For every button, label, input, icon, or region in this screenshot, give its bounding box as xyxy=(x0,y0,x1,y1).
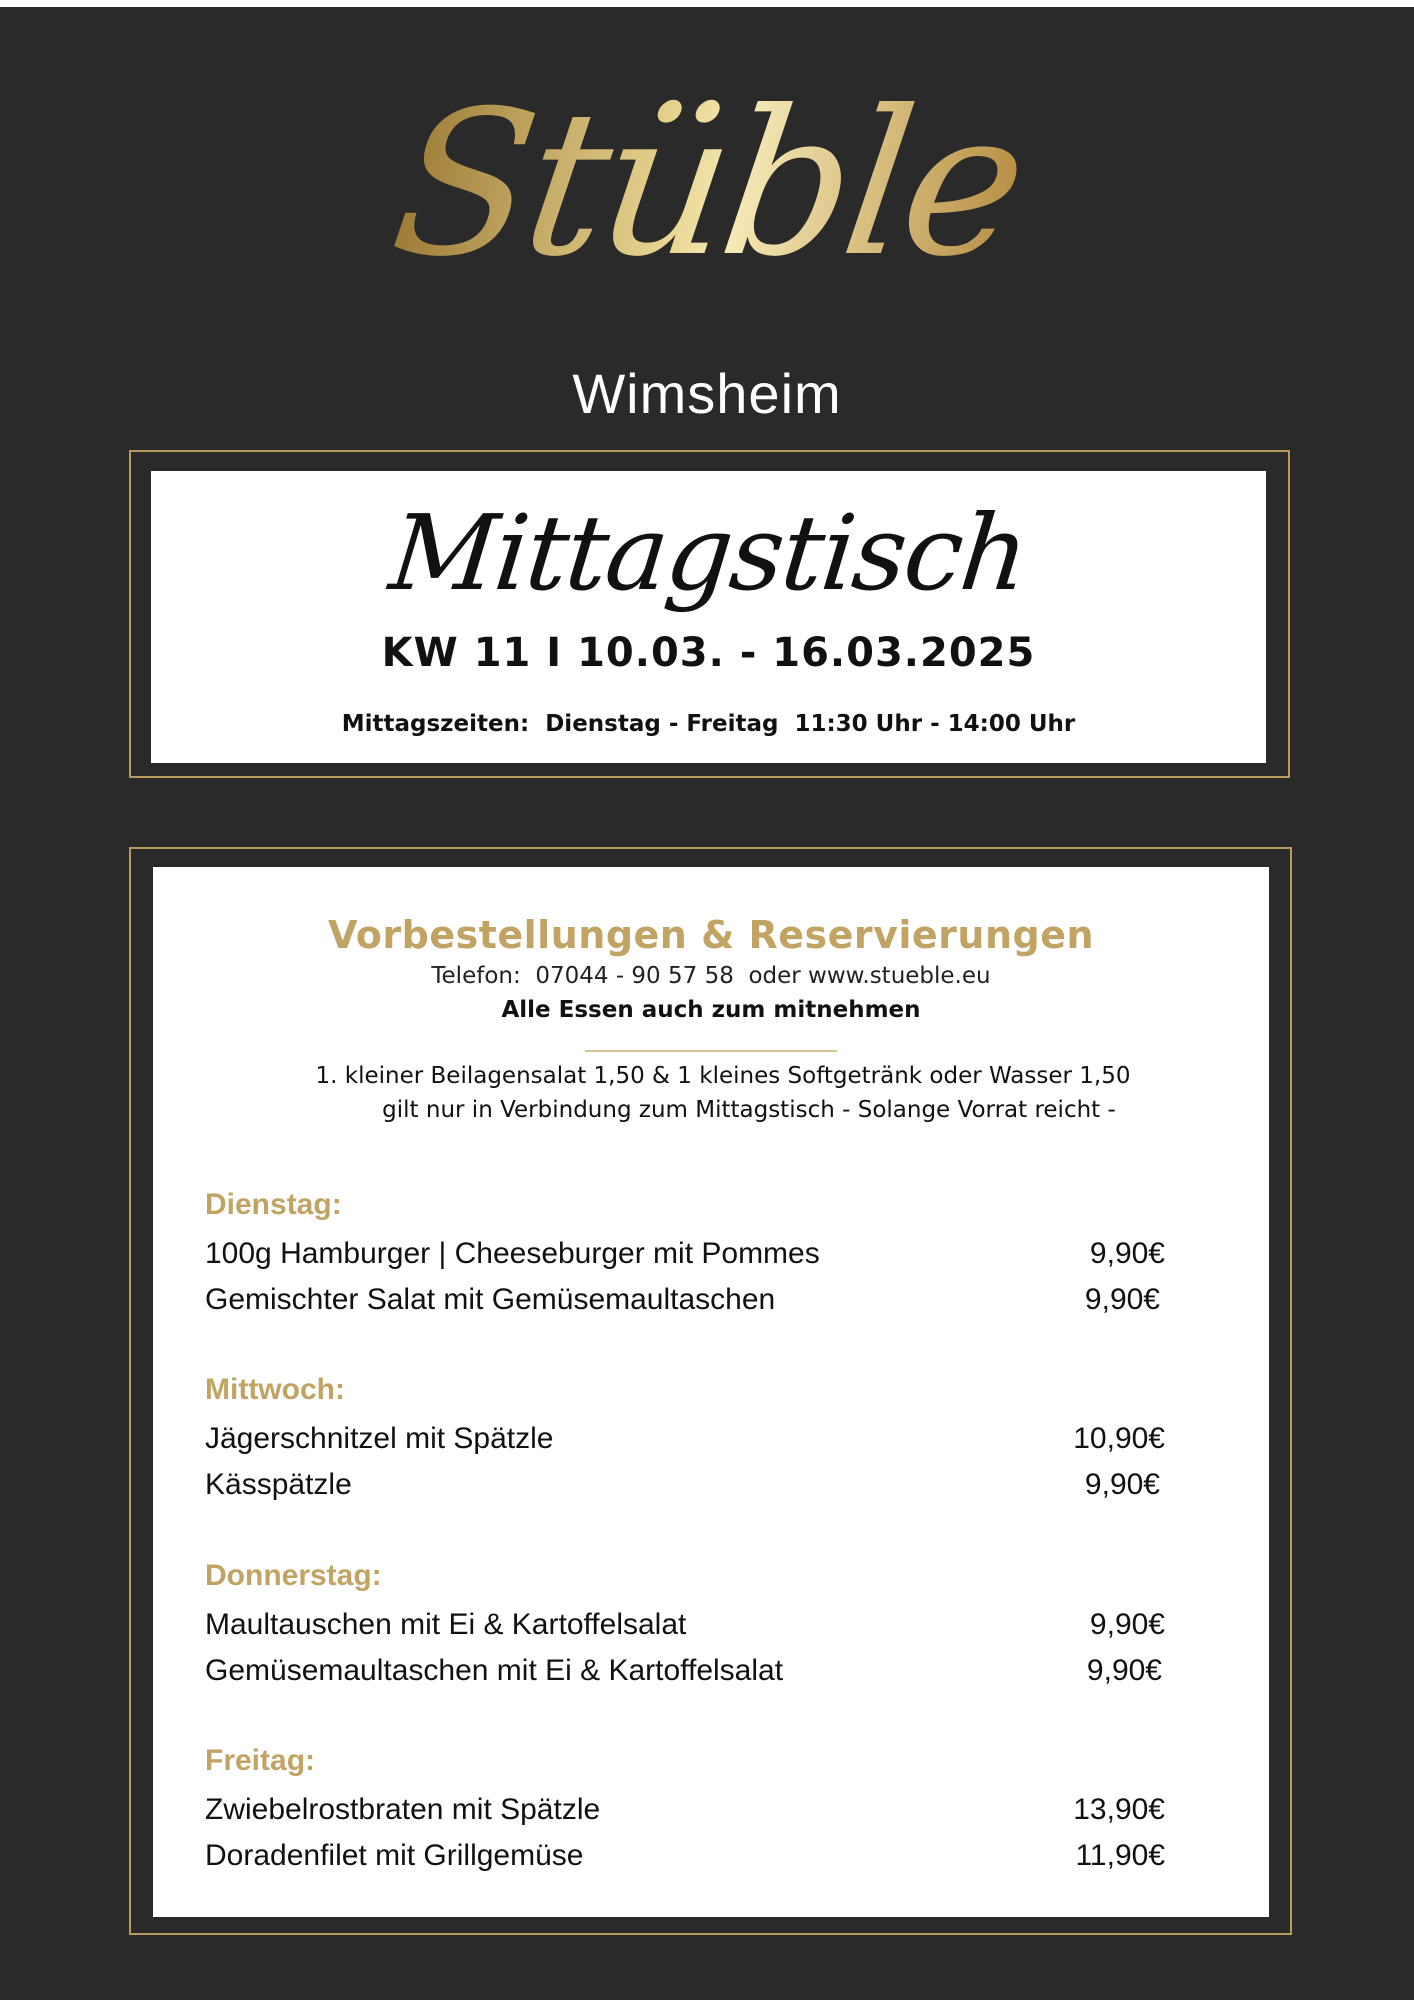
takeaway-note: Alle Essen auch zum mitnehmen xyxy=(501,997,921,1023)
logo-location: Wimsheim xyxy=(572,362,842,425)
logo-wordmark: Stüble xyxy=(380,68,1034,301)
day-section-dienstag xyxy=(205,1185,1165,1323)
menu-item xyxy=(205,1277,1165,1323)
menu-panel xyxy=(153,867,1269,1917)
side-offer-note: 1. kleiner Beilagensalat 1,50 & 1 kleines Softgetränk oder Wasser 1,50 xyxy=(315,1063,1131,1089)
page-title: Mittagstisch xyxy=(384,492,1033,614)
day-heading: Mittwoch: xyxy=(205,1373,345,1406)
menu-item xyxy=(205,1231,1165,1277)
dish-name: Maultauschen mit Ei & Kartoffelsalat xyxy=(205,1608,687,1641)
day-section-freitag xyxy=(205,1741,1165,1879)
day-section-donnerstag xyxy=(205,1556,1165,1694)
side-offer-condition: gilt nur in Verbindung zum Mittagstisch - Solange Vorrat reicht - xyxy=(382,1097,1116,1123)
dish-price: 9,90€ xyxy=(1086,1654,1162,1687)
dish-name: Jägerschnitzel mit Spätzle xyxy=(205,1422,554,1455)
day-heading: Donnerstag: xyxy=(205,1559,382,1592)
dish-price: 13,90€ xyxy=(1073,1793,1165,1826)
day-section-mittwoch xyxy=(205,1370,1165,1508)
restaurant-logo xyxy=(0,70,1414,300)
dish-price: 9,90€ xyxy=(1089,1237,1165,1270)
dish-name: Gemischter Salat mit Gemüsemaultaschen xyxy=(205,1283,776,1316)
menu-item xyxy=(205,1462,1165,1508)
week-range: KW 11 I 10.03. - 16.03.2025 xyxy=(381,630,1036,676)
top-edge-strip xyxy=(0,0,1414,7)
dish-name: Doradenfilet mit Grillgemüse xyxy=(205,1839,584,1872)
dish-name: Gemüsemaultaschen mit Ei & Kartoffelsalat xyxy=(205,1654,784,1687)
dish-name: Zwiebelrostbraten mit Spätzle xyxy=(205,1793,601,1826)
dish-price: 9,90€ xyxy=(1084,1468,1160,1501)
header-panel xyxy=(151,471,1266,763)
dish-name: 100g Hamburger | Cheeseburger mit Pommes xyxy=(205,1237,820,1270)
day-heading: Freitag: xyxy=(205,1744,316,1777)
divider xyxy=(585,1050,837,1052)
day-heading: Dienstag: xyxy=(205,1188,342,1221)
dish-price: 9,90€ xyxy=(1089,1608,1165,1641)
menu-item xyxy=(205,1787,1165,1833)
menu-item xyxy=(205,1833,1165,1879)
reservation-title: Vorbestellungen & Reservierungen xyxy=(327,913,1095,957)
menu-item xyxy=(205,1648,1165,1694)
lunch-hours: Mittagszeiten: Dienstag - Freitag 11:30 Uhr - 14:00 Uhr xyxy=(341,711,1076,737)
menu-item xyxy=(205,1416,1165,1462)
dish-price: 11,90€ xyxy=(1075,1839,1165,1872)
dish-price: 9,90€ xyxy=(1084,1283,1160,1316)
dish-price: 10,90€ xyxy=(1073,1422,1165,1455)
menu-item xyxy=(205,1602,1165,1648)
dish-name: Kässpätzle xyxy=(205,1468,352,1501)
reservation-phone: Telefon: 07044 - 90 57 58 oder www.stueble.eu xyxy=(431,963,991,989)
